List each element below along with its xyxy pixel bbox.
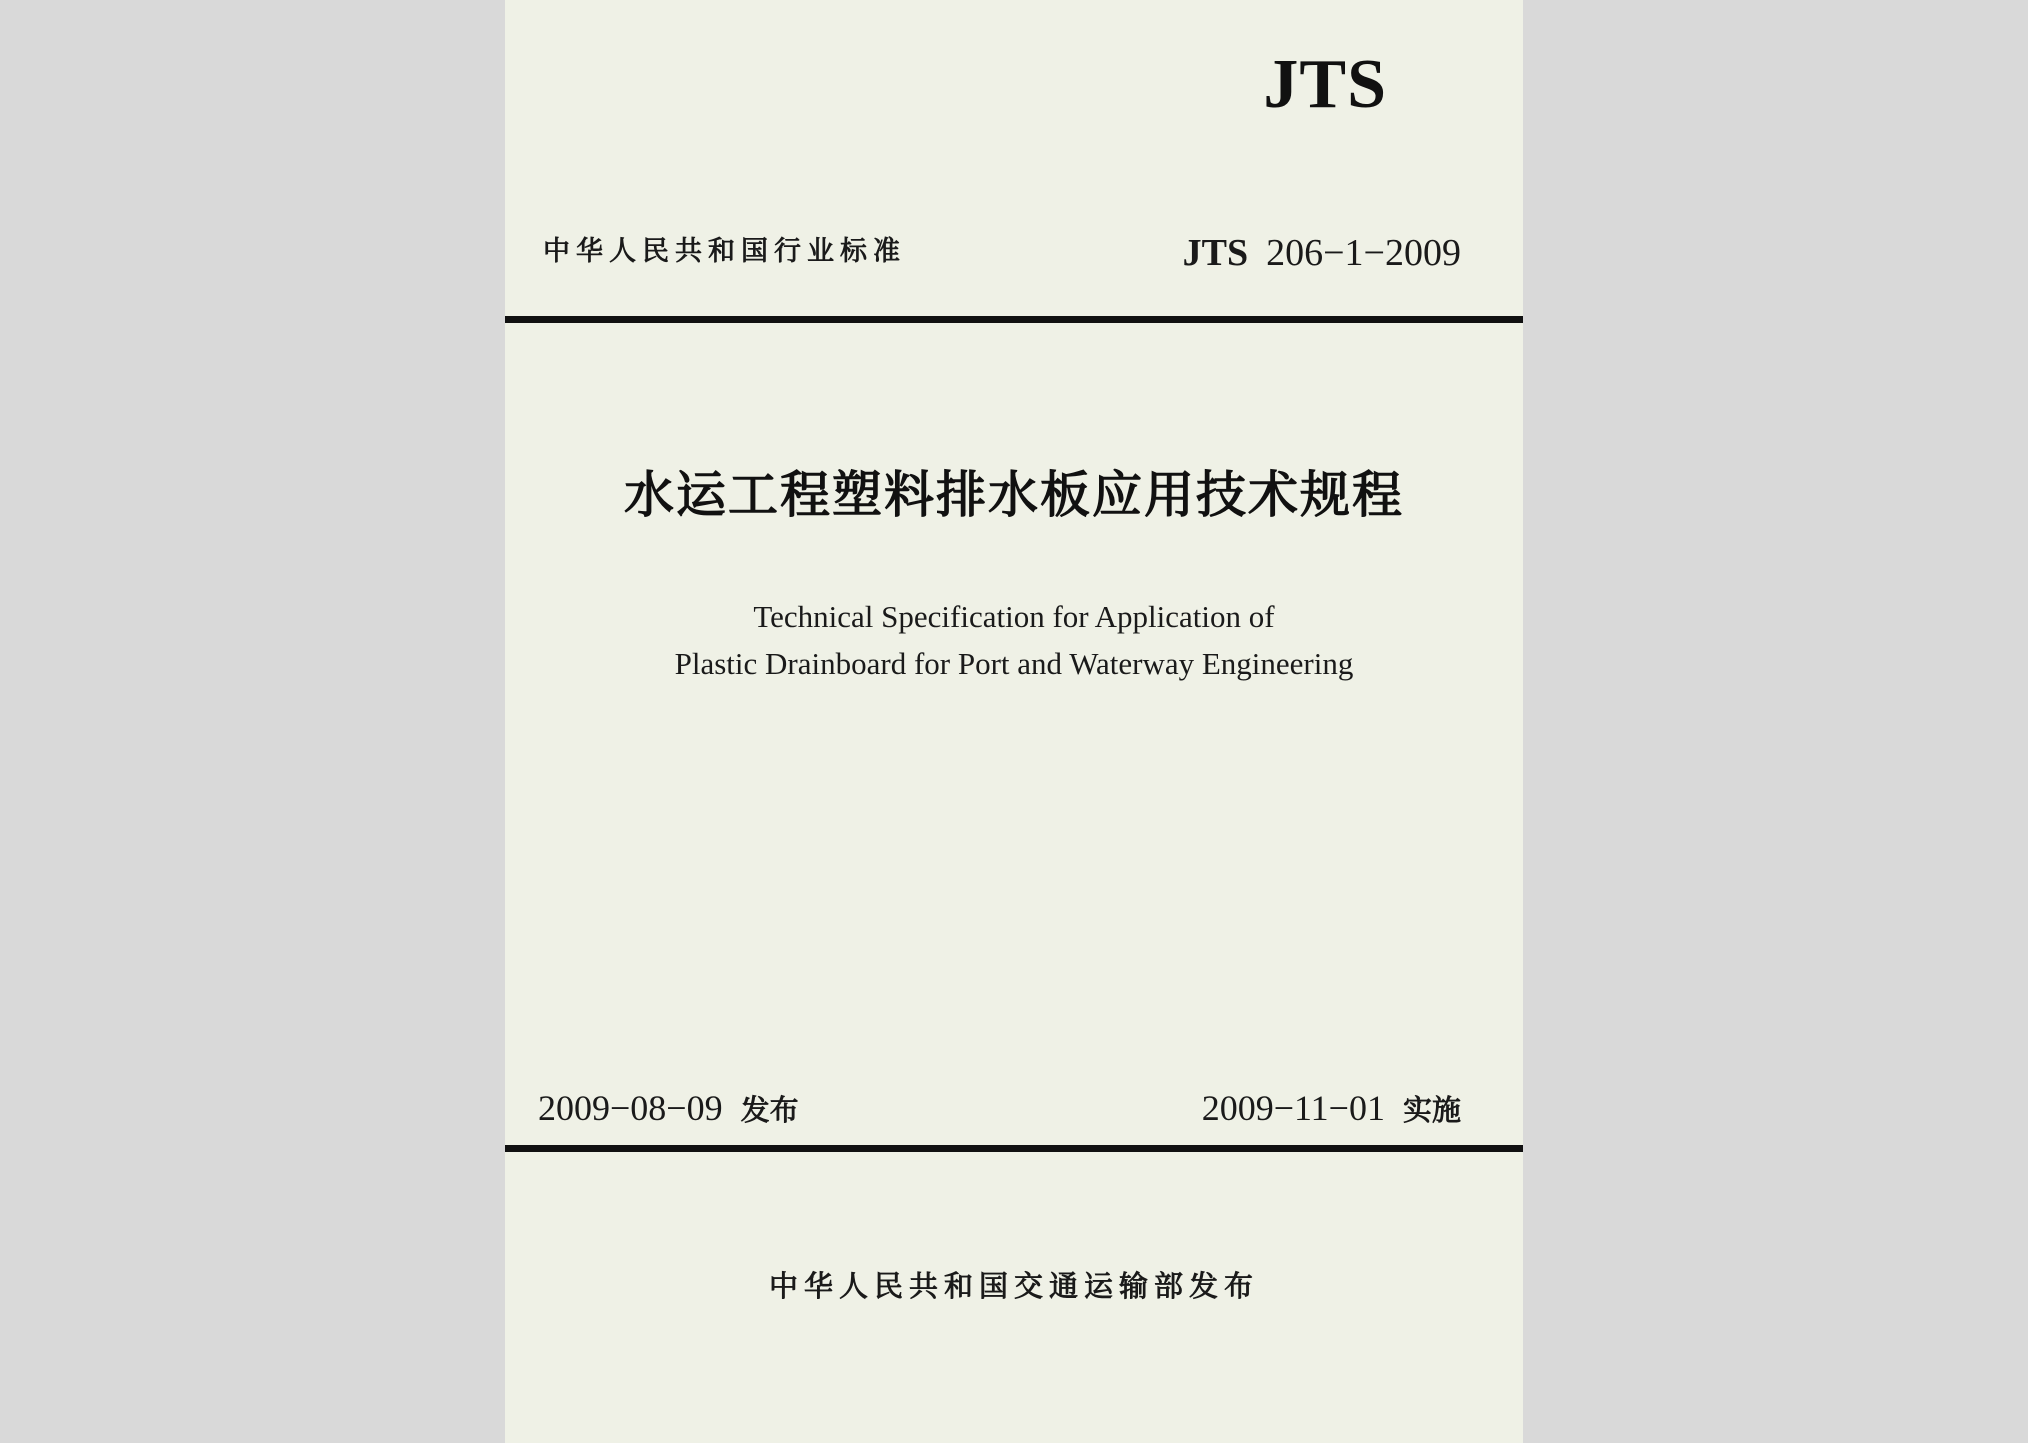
standard-code-number: 206−1−2009 <box>1266 232 1461 274</box>
effective-date: 2009−11−01 <box>1201 1088 1385 1128</box>
jts-logo: JTS <box>1263 46 1387 123</box>
publish-label: 发布 <box>740 1093 799 1127</box>
title-english <box>505 593 1523 687</box>
title-english-line-1: Technical Specification for Application of <box>753 599 1275 634</box>
bottom-divider <box>505 1145 1523 1152</box>
publisher: 中华人民共和国交通运输部发布 <box>768 1269 1259 1303</box>
effective-date-row <box>1202 1090 1461 1126</box>
document-cover <box>505 0 1523 1443</box>
publish-date: 2009−08−09 <box>538 1088 723 1128</box>
publish-date-row <box>538 1090 799 1126</box>
standard-code <box>1183 234 1461 272</box>
top-divider <box>505 316 1523 323</box>
effective-label: 实施 <box>1402 1093 1461 1127</box>
standard-code-prefix: JTS <box>1182 232 1249 274</box>
title-english-line-2: Plastic Drainboard for Port and Waterway Engineering <box>674 646 1354 681</box>
standard-category-label: 中华人民共和国行业标准 <box>543 236 906 267</box>
title-chinese: 水运工程塑料排水板应用技术规程 <box>624 466 1404 524</box>
